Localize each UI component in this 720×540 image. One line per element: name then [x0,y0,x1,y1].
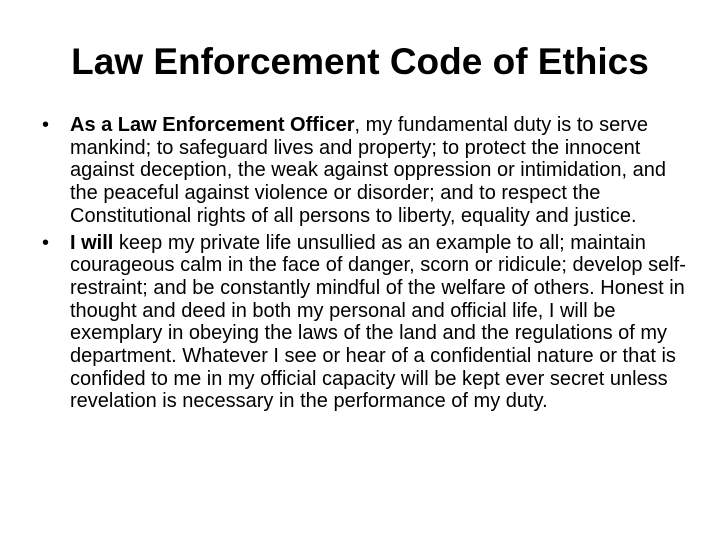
bullet-body-text: , my fundamental duty is to serve mankind; to safeguard lives and property; to protect the innocent against deception, the weak against oppression or intimidation, and the peaceful against violence or disorder; and to respect the Constitutional rights of all persons to liberty, equality and justice. [70,114,666,227]
bullet-item-officer-duty [40,114,690,228]
bullet-icon: • [42,114,50,136]
bullet-item-personal-conduct [40,232,690,414]
bullet-list [40,114,690,417]
slide-title: Law Enforcement Code of Ethics [71,41,649,82]
bullet-lead-text: As a Law Enforcement Officer [70,114,355,136]
bullet-icon: • [42,231,50,254]
bullet-lead-text: I will [70,231,114,254]
bullet-body-text: keep my private life unsullied as an example to all; maintain courageous calm in the face of danger, scorn or ridicule; develop self-restraint; and be constantly mindful of the welfare of others. Honest in thought and deed in both my personal and official life, I will be exemplary in obeying the laws of the land and the regulations of my department. Whatever I see or hear of a confidential nature or that is confided to me in my official capacity will be kept ever secret unless revelation is necessary in the performance of my duty. [70,231,686,413]
